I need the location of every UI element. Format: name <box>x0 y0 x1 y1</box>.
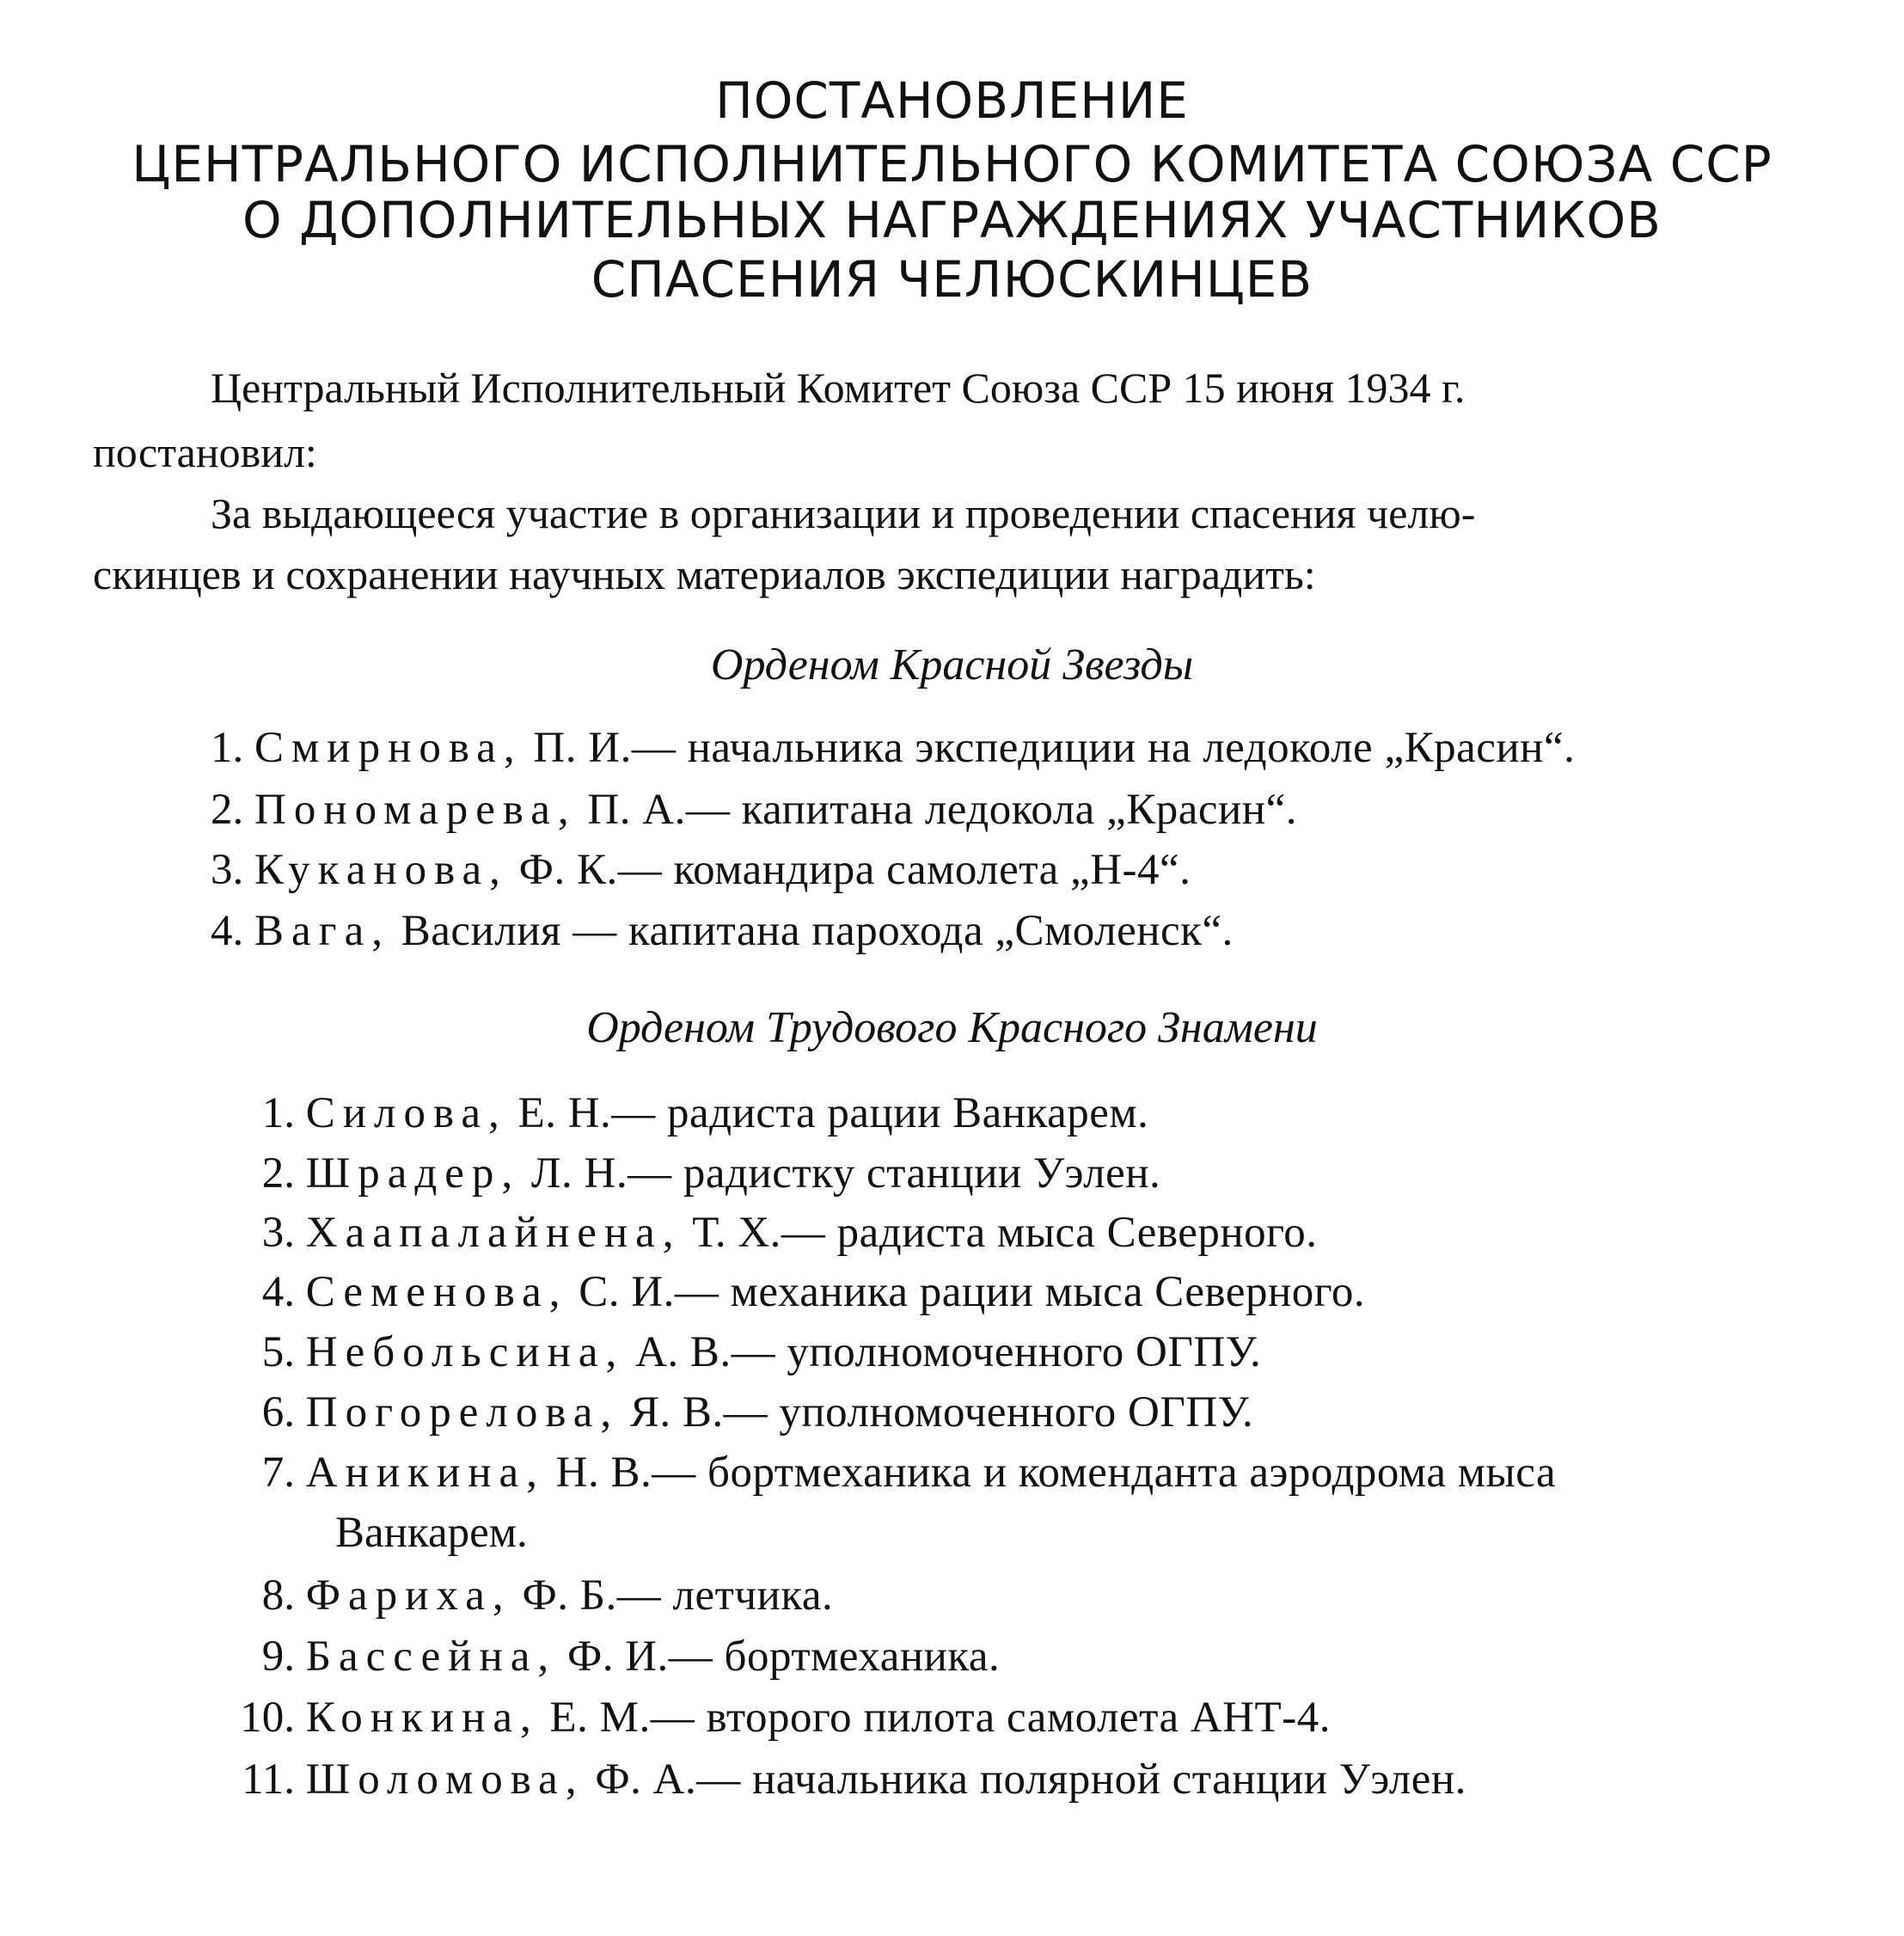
item-number: 1. <box>261 1089 295 1137</box>
recipient-role: С. И.— механика рации мыса Северного. <box>579 1268 1366 1316</box>
recipient-role: Ф. А.— начальника полярной станции Уэлен. <box>595 1755 1466 1804</box>
recipient-name: Небольсина, <box>305 1328 625 1376</box>
title-line-1: ПОСТАНОВЛЕНИЕ <box>715 71 1189 130</box>
recipient-name: Шоломова, <box>305 1755 585 1804</box>
recipient-role: Василия — капитана парохода „Смоленск“. <box>401 907 1234 955</box>
item-number: 9. <box>261 1633 295 1681</box>
intro-line-4: скинцев и сохранении научных материалов экспедиции наградить: <box>93 550 1316 598</box>
award-item <box>211 846 1191 894</box>
award-item <box>236 1571 834 1620</box>
recipient-name: Вага, <box>254 907 390 955</box>
item-number: 10. <box>240 1694 295 1742</box>
recipient-name: Хаапалайнена, <box>305 1209 682 1257</box>
item-number: 8. <box>261 1571 295 1620</box>
award-item <box>236 1211 1318 1255</box>
recipient-role: Н. В.— бортмеханика и коменданта аэродрома мыса <box>555 1449 1557 1497</box>
title-line-2: ЦЕНТРАЛЬНОГО ИСПОЛНИТЕЛЬНОГО КОМИТЕТА СОЮЗА ССР <box>132 135 1772 193</box>
recipient-name: Пономарева, <box>254 786 577 834</box>
recipient-name: Конкина, <box>305 1694 539 1742</box>
recipient-name: Бассейна, <box>305 1633 557 1681</box>
intro-line-3: За выдающееся участие в организации и проведении спасения челю- <box>211 489 1476 537</box>
item-number: 6. <box>261 1388 295 1437</box>
item-number: 11. <box>242 1755 295 1804</box>
recipient-role: Ф. И.— бортмеханика. <box>566 1633 1001 1681</box>
recipient-name: Погорелова, <box>305 1388 620 1437</box>
item-number: 4. <box>261 1268 295 1316</box>
recipient-role: Е. Н.— радиста рации Ванкарем. <box>517 1089 1149 1137</box>
award-item <box>236 1268 1366 1316</box>
recipient-name: Силова, <box>305 1089 507 1137</box>
award-item <box>236 1328 1262 1376</box>
recipient-name: Куканова, <box>254 846 508 894</box>
recipient-name: Аникина, <box>305 1449 545 1497</box>
recipient-role: П. А.— капитана ледокола „Красин“. <box>587 786 1297 834</box>
award-item <box>211 788 1297 832</box>
item-number: 3. <box>211 846 244 894</box>
section-heading-red-star: Орденом Красной Звезды <box>710 640 1194 689</box>
recipient-role: П. И.— начальника экспедиции на ледоколе „Красин“. <box>533 724 1576 772</box>
recipient-role: Ф. Б.— летчика. <box>522 1571 834 1620</box>
title-line-4: СПАСЕНИЯ ЧЕЛЮСКИНЦЕВ <box>591 250 1313 309</box>
intro-line-2: постановил: <box>93 428 317 476</box>
award-item <box>215 1755 1466 1804</box>
recipient-name: Фариха, <box>305 1571 511 1620</box>
recipient-role-continuation: Ванкарем. <box>335 1509 528 1557</box>
award-item <box>215 1696 1331 1740</box>
recipient-role: А. В.— уполномоченного ОГПУ. <box>635 1328 1262 1376</box>
recipient-role: Л. Н.— радистку станции Уэлен. <box>530 1149 1161 1198</box>
section-heading-labour-red-banner: Орденом Трудового Красного Знамени <box>586 1003 1318 1052</box>
item-number: 7. <box>261 1449 295 1497</box>
recipient-role: Ф. К.— командира самолета „Н-4“. <box>518 846 1191 894</box>
title-line-3: О ДОПОЛНИТЕЛЬНЫХ НАГРАЖДЕНИЯХ УЧАСТНИКОВ <box>242 191 1662 249</box>
award-item <box>236 1635 1000 1679</box>
intro-line-1: Центральный Исполнительный Комитет Союза ССР 15 июня 1934 г. <box>211 364 1466 412</box>
award-item <box>211 907 1234 955</box>
recipient-name: Смирнова, <box>254 724 523 772</box>
item-number: 5. <box>261 1328 295 1376</box>
award-item <box>236 1451 1556 1495</box>
item-number: 1. <box>211 724 244 772</box>
award-item <box>236 1149 1161 1198</box>
recipient-name: Шрадер, <box>305 1149 521 1198</box>
recipient-role: Т. Х.— радиста мыса Северного. <box>692 1209 1318 1257</box>
item-number: 2. <box>211 786 244 834</box>
award-item <box>211 726 1575 770</box>
recipient-role: Е. М.— второго пилота самолета АНТ-4. <box>549 1694 1331 1742</box>
item-number: 3. <box>261 1209 295 1257</box>
item-number: 2. <box>261 1149 295 1198</box>
award-item <box>236 1388 1254 1437</box>
item-number: 4. <box>211 907 244 955</box>
recipient-name: Семенова, <box>305 1268 568 1316</box>
recipient-role: Я. В.— уполномоченного ОГПУ. <box>629 1388 1254 1437</box>
award-item <box>236 1089 1149 1137</box>
